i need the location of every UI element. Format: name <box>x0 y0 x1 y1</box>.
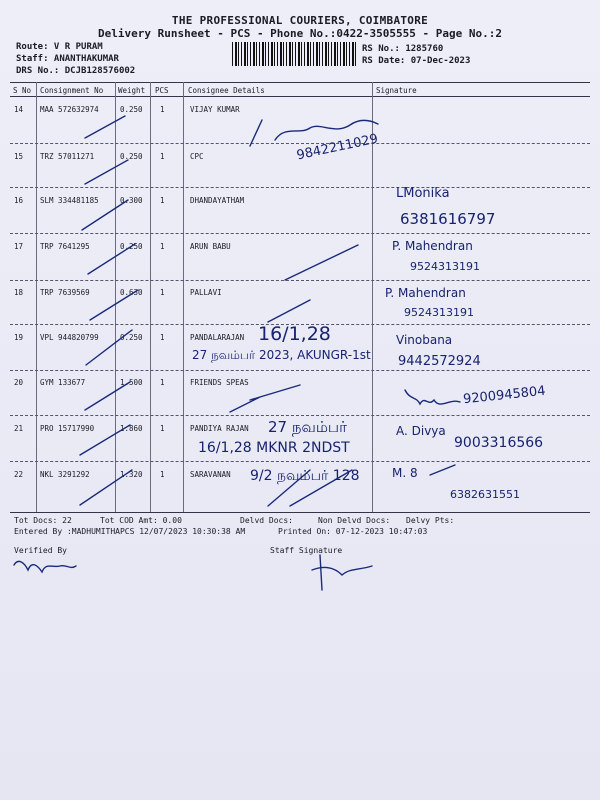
row-pcs: 1 <box>160 196 165 205</box>
delivered-slash <box>86 330 132 365</box>
delivered-docs: Delvd Docs: <box>240 516 293 525</box>
row-pcs: 1 <box>160 378 165 387</box>
hw-phone-21: 9003316566 <box>454 435 544 451</box>
row-weight: 1.860 <box>120 424 143 433</box>
row-sno: 17 <box>14 242 24 251</box>
row-weight: 0.250 <box>120 242 143 251</box>
hw-name-16: LMonika <box>396 186 450 201</box>
row-weight: 0.250 <box>120 333 143 342</box>
delivered-slash <box>82 200 128 230</box>
drs-number: DRS No.: DCJB128576002 <box>16 66 136 76</box>
row-pcs: 1 <box>160 470 165 479</box>
delivered-slash <box>85 382 130 410</box>
row-sno: 14 <box>14 105 24 114</box>
staff-signature <box>312 555 372 590</box>
hw-phone-16: 6381616797 <box>400 210 496 228</box>
row-sno: 18 <box>14 288 24 297</box>
row-sno: 21 <box>14 424 24 433</box>
row-weight: 0.300 <box>120 196 143 205</box>
hw-phone-18: 9524313191 <box>404 306 474 319</box>
row-consignee: PANDIYA RAJAN <box>190 424 249 433</box>
row-consignee: ARUN BABU <box>190 242 231 251</box>
entered-by: Entered By :MADHUMITHAPCS 12/07/2023 10:30:38 AM <box>14 527 246 536</box>
col-consignee: Consignee Details <box>188 86 265 95</box>
row-pcs: 1 <box>160 424 165 433</box>
hw-phone-19: 9442572924 <box>398 354 481 369</box>
row-consignment: MAA 572632974 <box>40 105 99 114</box>
delivery-points: Delvy Pts: <box>406 516 455 525</box>
route-label: Route: V R PURAM <box>16 42 103 52</box>
rs-number: RS No.: 1285760 <box>362 44 444 54</box>
delivered-slash <box>90 290 138 320</box>
delivered-slash <box>85 116 125 138</box>
col-pcs: PCS <box>155 86 169 95</box>
row-pcs: 1 <box>160 333 165 342</box>
signature-stroke <box>250 120 262 146</box>
total-cod: Tot COD Amt: 0.00 <box>100 516 182 525</box>
col-weight: Weight <box>118 86 146 95</box>
rs-date: RS Date: 07-Dec-2023 <box>362 56 471 66</box>
row-sno: 19 <box>14 333 24 342</box>
row-consignment: GYM 133677 <box>40 378 86 387</box>
col-signature: Signature <box>376 86 417 95</box>
row-consignee: PALLAVI <box>190 288 222 297</box>
total-docs: Tot Docs: 22 <box>14 516 72 525</box>
row-sno: 20 <box>14 378 24 387</box>
row-consignment: TRZ 57011271 <box>40 152 95 161</box>
row-consignee: SARAVANAN <box>190 470 231 479</box>
row-consignment: TRP 7641295 <box>40 242 90 251</box>
row-consignment: PRO 15717990 <box>40 424 95 433</box>
delivered-slash <box>80 470 132 505</box>
printed-on: Printed On: 07-12-2023 10:47:03 <box>278 527 428 536</box>
signature-stroke <box>405 390 460 404</box>
row-pcs: 1 <box>160 105 165 114</box>
hw-name-22: M. 8 <box>392 466 418 480</box>
row-consignee: PANDALARAJAN <box>190 333 245 342</box>
staff-label: Staff: ANANTHAKUMAR <box>16 54 119 64</box>
signature-stroke <box>268 245 358 322</box>
row-consignee: FRIENDS SPEAS <box>190 378 249 387</box>
staff-signature-label: Staff Signature <box>270 546 343 555</box>
row-consignee: DHANDAYATHAM <box>190 196 245 205</box>
delivered-slash <box>85 160 128 184</box>
row-consignment: VPL 944820799 <box>40 333 99 342</box>
row-pcs: 1 <box>160 242 165 251</box>
row-consignee: CPC <box>190 152 204 161</box>
runsheet-subtitle: Delivery Runsheet - PCS - Phone No.:0422-3505555 - Page No.:2 <box>98 27 502 40</box>
verified-by-label: Verified By <box>14 546 67 555</box>
col-consignment: Consignment No <box>40 86 104 95</box>
row-weight: 0.250 <box>120 105 143 114</box>
delivered-slash <box>88 244 135 274</box>
row-pcs: 1 <box>160 152 165 161</box>
hw-phone-14: 9842211029 <box>295 131 380 164</box>
signature-stroke <box>230 385 300 412</box>
hw-address-21a: 27 நவம்பர் <box>268 418 347 436</box>
row-weight: 0.630 <box>120 288 143 297</box>
row-sno: 16 <box>14 196 24 205</box>
row-consignment: NKL 3291292 <box>40 470 90 479</box>
company-title: THE PROFESSIONAL COURIERS, COIMBATORE <box>171 14 429 27</box>
row-sno: 22 <box>14 470 24 479</box>
hw-phone-17: 9524313191 <box>410 260 480 273</box>
delivered-slash <box>80 425 130 455</box>
hw-phone-22: 6382631551 <box>450 488 520 501</box>
hw-address-22: 9/2 நவம்பர் 128 <box>250 468 360 484</box>
row-sno: 15 <box>14 152 24 161</box>
verifier-signature <box>14 561 76 572</box>
hw-name-19: Vinobana <box>396 333 453 347</box>
hw-address-21b: 16/1,28 MKNR 2NDST <box>198 440 350 456</box>
row-consignee: VIJAY KUMAR <box>190 105 240 114</box>
hw-name-21: A. Divya <box>396 424 446 438</box>
hw-phone-20: 9200945804 <box>462 383 547 408</box>
row-weight: 1.500 <box>120 378 143 387</box>
hw-name-17: P. Mahendran <box>392 239 473 253</box>
non-delivered-docs: Non Delvd Docs: <box>318 516 391 525</box>
row-consignment: TRP 7639569 <box>40 288 90 297</box>
signature-stroke <box>430 465 455 475</box>
hw-name-18: P. Mahendran <box>385 286 466 300</box>
row-pcs: 1 <box>160 288 165 297</box>
col-sno: S No <box>13 86 32 95</box>
row-weight: 0.250 <box>120 152 143 161</box>
hw-address-19b: 27 நவம்பர் 2023, AKUNGR-1st <box>192 348 371 362</box>
row-weight: 1.320 <box>120 470 143 479</box>
row-consignment: SLM 334481185 <box>40 196 99 205</box>
hw-address-19a: 16/1,28 <box>258 323 331 345</box>
